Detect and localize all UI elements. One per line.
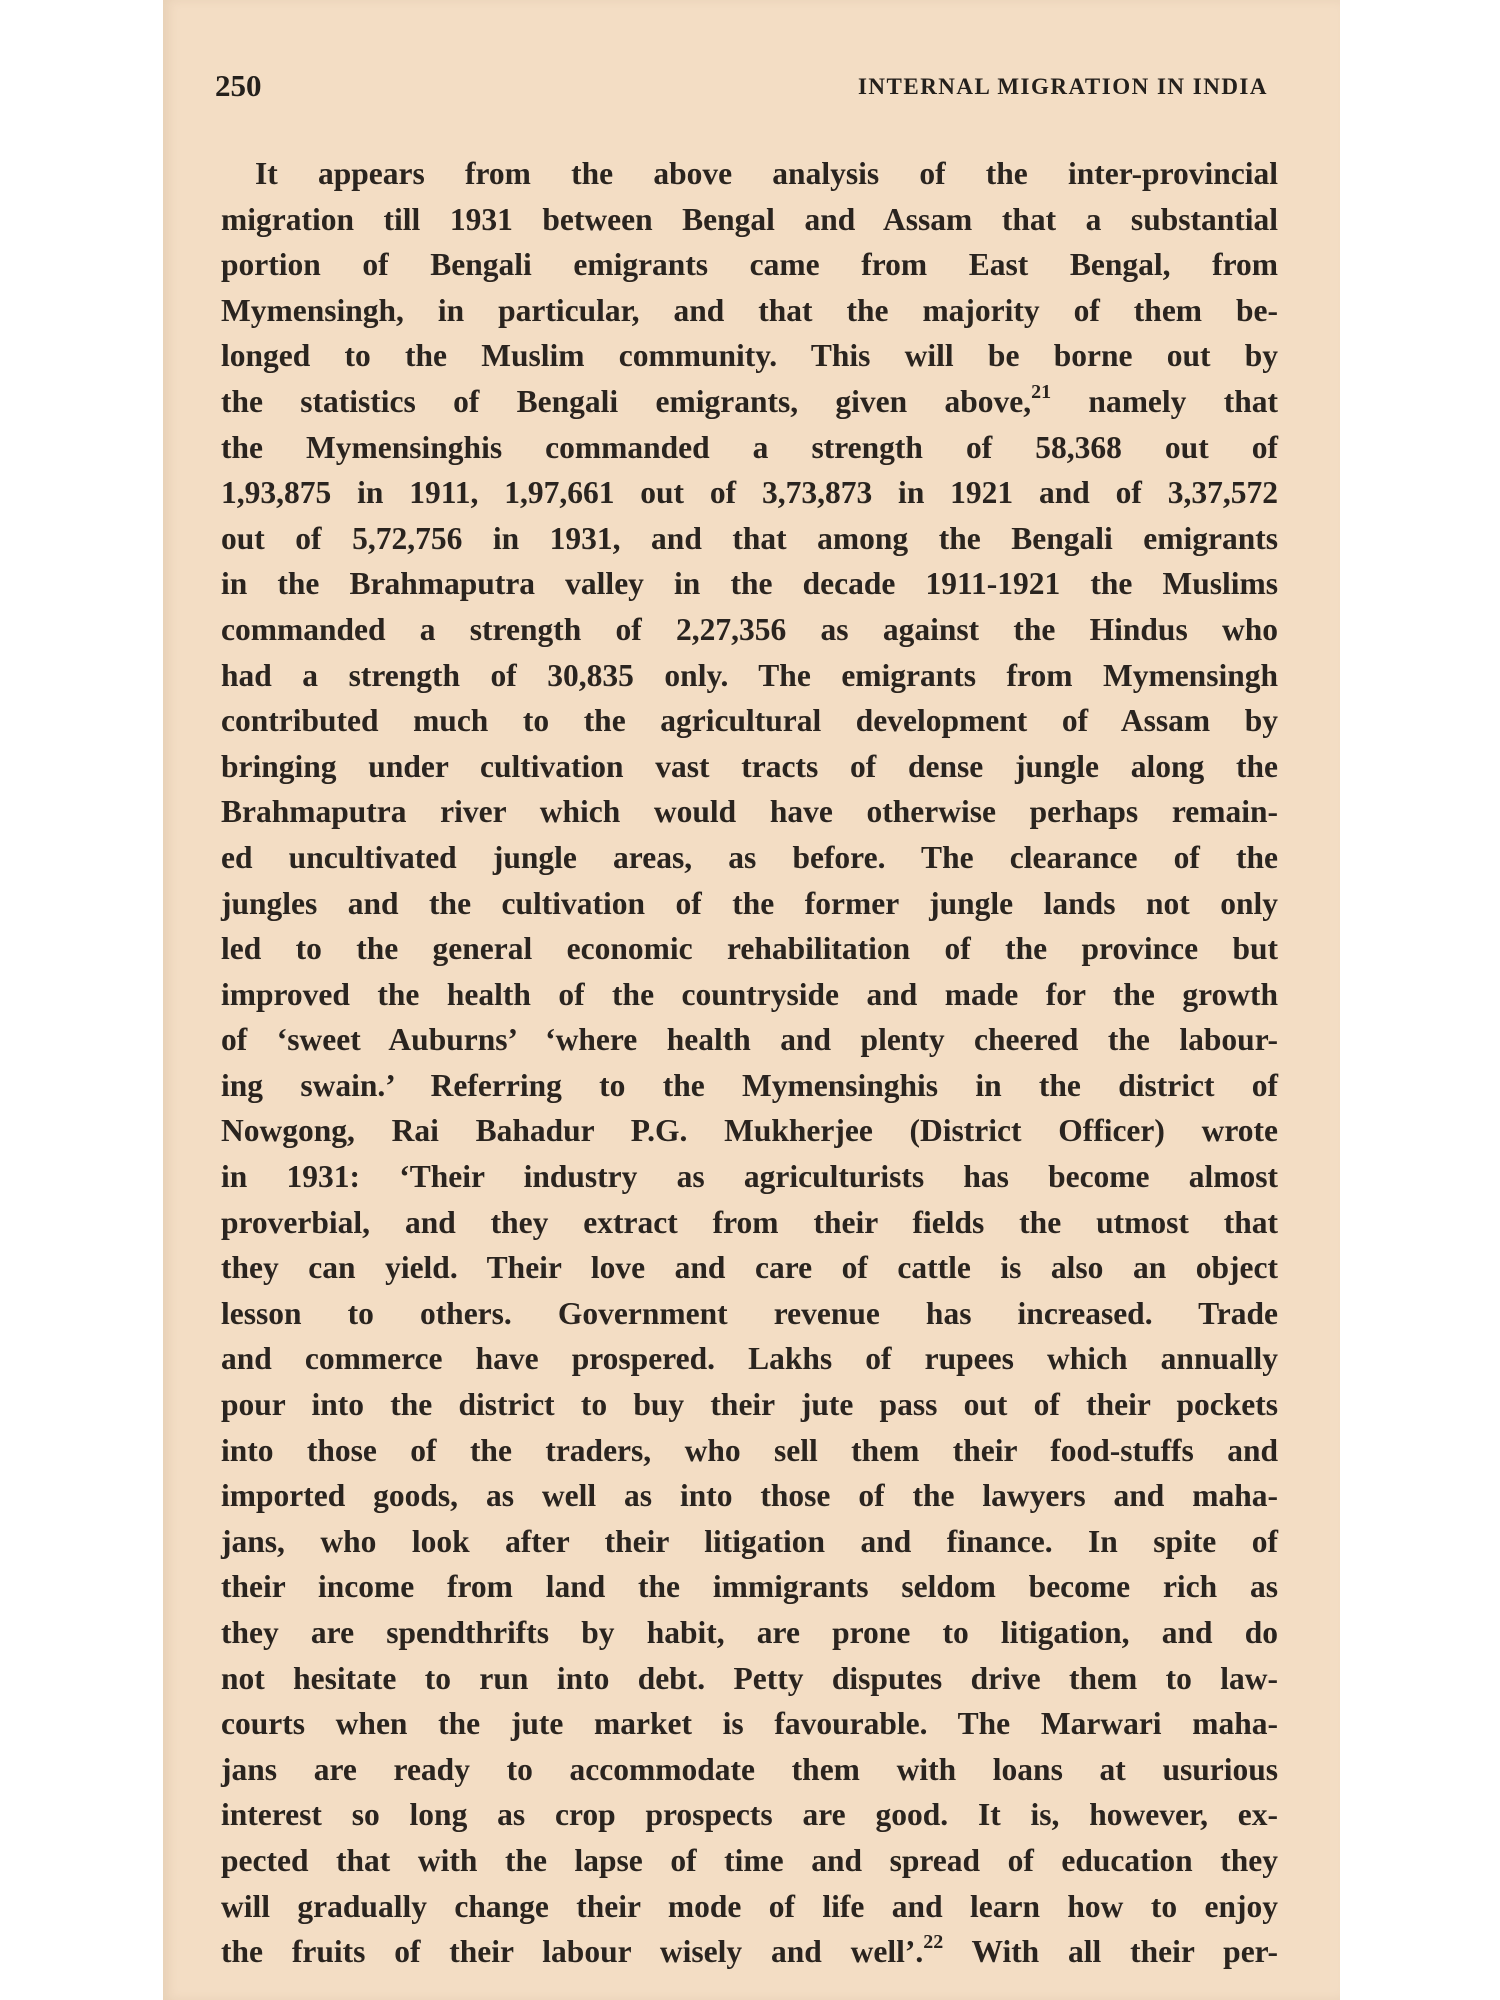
line-text: ing swain.’ Referring to the Mymensinghis in the district of	[221, 1067, 1278, 1103]
text-line	[221, 926, 1278, 972]
text-line	[221, 333, 1278, 379]
line-text: imported goods, as well as into those of the lawyers and maha-	[221, 1478, 1278, 1514]
line-text: their income from land the immigrants seldom become rich as	[221, 1569, 1278, 1605]
page-number: 250	[215, 68, 262, 103]
line-text: the statistics of Bengali emigrants, given above,	[221, 383, 1032, 419]
line-text: in 1931: ‘Their industry as agriculturists has become almost	[221, 1159, 1278, 1195]
text-line	[221, 1063, 1278, 1109]
line-text: proverbial, and they extract from their fields the utmost that	[221, 1204, 1278, 1240]
text-line	[221, 607, 1278, 653]
text-line	[221, 1473, 1278, 1519]
line-text: bringing under cultivation vast tracts of dense jungle along the	[221, 748, 1278, 784]
line-text-continued: namely that	[1051, 383, 1278, 419]
text-line	[221, 1017, 1278, 1063]
line-text: they can yield. Their love and care of cattle is also an object	[221, 1250, 1278, 1286]
line-text: 1,93,875 in 1911, 1,97,661 out of 3,73,873 in 1921 and of 3,37,572	[221, 475, 1278, 511]
text-line	[221, 1200, 1278, 1246]
line-text: the Mymensinghis commanded a strength of 58,368 out of	[221, 429, 1278, 465]
line-text: Nowgong, Rai Bahadur P.G. Mukherjee (District Officer) wrote	[221, 1113, 1278, 1149]
line-text: longed to the Muslim community. This will be borne out by	[221, 338, 1278, 374]
line-text: Mymensingh, in particular, and that the majority of them be-	[221, 292, 1278, 328]
text-line	[221, 1245, 1278, 1291]
line-text: ed uncultivated jungle areas, as before. The clearance of the	[221, 839, 1278, 875]
text-line	[221, 379, 1278, 425]
line-text: interest so long as crop prospects are good. It is, however, ex-	[221, 1797, 1278, 1833]
text-line	[221, 972, 1278, 1018]
text-line	[221, 653, 1278, 699]
text-line	[221, 835, 1278, 881]
text-line	[221, 881, 1278, 927]
text-line	[221, 1838, 1278, 1884]
line-text: lesson to others. Government revenue has increased. Trade	[221, 1295, 1278, 1331]
text-line	[221, 1519, 1278, 1565]
running-title: INTERNAL MIGRATION IN INDIA	[857, 74, 1268, 99]
text-line	[221, 516, 1278, 562]
line-text: It appears from the above analysis of the inter-provincial	[255, 156, 1278, 191]
text-line	[221, 288, 1278, 334]
text-line	[221, 425, 1278, 471]
line-text: courts when the jute market is favourable. The Marwari maha-	[221, 1706, 1278, 1742]
footnote-ref: 22	[923, 1931, 944, 1954]
footnote-ref: 21	[1031, 380, 1052, 403]
line-text: Brahmaputra river which would have otherwise perhaps remain-	[221, 794, 1278, 830]
text-line	[221, 789, 1278, 835]
line-text: not hesitate to run into debt. Petty disputes drive them to law-	[221, 1660, 1278, 1696]
text-line	[221, 197, 1278, 243]
bleed-through-text	[1292, 520, 1332, 1500]
text-line	[221, 1929, 1278, 1975]
line-text: improved the health of the countryside and made for the growth	[221, 976, 1278, 1012]
line-text: out of 5,72,756 in 1931, and that among the Bengali emigrants	[221, 520, 1278, 556]
line-text: migration till 1931 between Bengal and Assam that a substantial	[221, 201, 1278, 237]
line-text: commanded a strength of 2,27,356 as against the Hindus who	[221, 611, 1278, 647]
line-text: contributed much to the agricultural development of Assam by	[221, 703, 1278, 739]
text-line	[221, 1701, 1278, 1747]
text-line	[221, 1108, 1278, 1154]
text-line	[221, 1428, 1278, 1474]
text-line	[221, 1382, 1278, 1428]
book-page	[163, 0, 1340, 2000]
text-line	[221, 1656, 1278, 1702]
line-text: will gradually change their mode of life and learn how to enjoy	[221, 1888, 1278, 1924]
line-text: of ‘sweet Auburns’ ‘where health and plenty cheered the labour-	[221, 1022, 1278, 1058]
line-text: pour into the district to buy their jute pass out of their pockets	[221, 1387, 1278, 1423]
line-text: and commerce have prospered. Lakhs of rupees which annually	[221, 1341, 1278, 1377]
text-line	[221, 744, 1278, 790]
body-paragraph	[221, 151, 1278, 1975]
line-text: in the Brahmaputra valley in the decade 1911-1921 the Muslims	[221, 566, 1278, 602]
text-line	[221, 1564, 1278, 1610]
text-line	[221, 1291, 1278, 1337]
line-text: the fruits of their labour wisely and well’.	[221, 1934, 924, 1970]
text-line	[221, 151, 1278, 197]
line-text: jungles and the cultivation of the former jungle lands not only	[221, 885, 1278, 921]
text-line	[221, 1610, 1278, 1656]
text-line	[221, 1154, 1278, 1200]
text-line	[221, 470, 1278, 516]
page-header	[215, 68, 1268, 108]
text-line	[221, 242, 1278, 288]
line-text: led to the general economic rehabilitation of the province but	[221, 931, 1278, 967]
text-line	[221, 1336, 1278, 1382]
text-line	[221, 1884, 1278, 1930]
text-line	[221, 1792, 1278, 1838]
line-text: pected that with the lapse of time and spread of education they	[221, 1842, 1278, 1878]
line-text: had a strength of 30,835 only. The emigrants from Mymensingh	[221, 657, 1278, 693]
text-line	[221, 1747, 1278, 1793]
text-line	[221, 561, 1278, 607]
line-text: jans are ready to accommodate them with loans at usurious	[221, 1751, 1278, 1787]
line-text: portion of Bengali emigrants came from East Bengal, from	[221, 247, 1278, 283]
text-line	[221, 698, 1278, 744]
line-text-continued: With all their per-	[943, 1934, 1278, 1970]
line-text: they are spendthrifts by habit, are prone to litigation, and do	[221, 1615, 1278, 1650]
line-text: into those of the traders, who sell them their food-stuffs and	[221, 1432, 1278, 1468]
line-text: jans, who look after their litigation and finance. In spite of	[221, 1523, 1278, 1559]
